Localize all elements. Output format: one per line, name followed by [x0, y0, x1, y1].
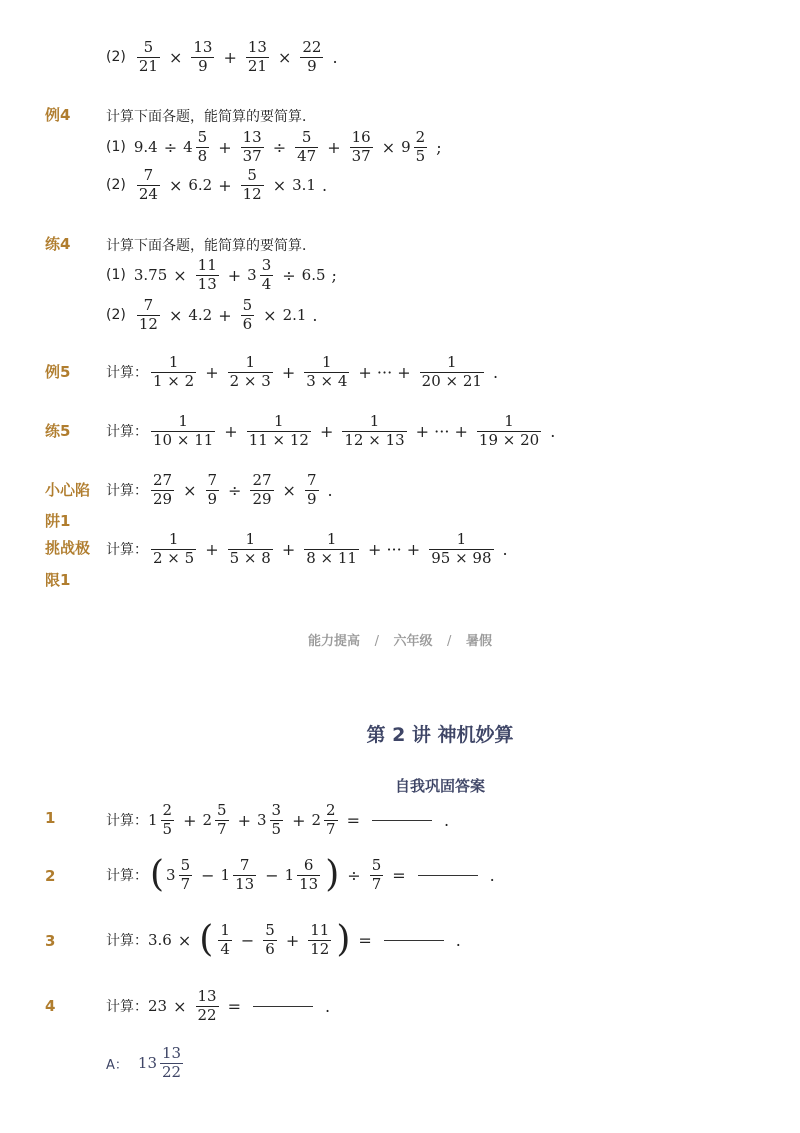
footer-grade: 六年级	[393, 634, 433, 649]
fraction: $\frac{13}{9}$	[193, 38, 213, 75]
challenge-1-label-line1: 挑战极	[45, 539, 91, 557]
practice-4-instruction	[106, 235, 316, 255]
sub-number: (2)	[106, 49, 126, 66]
fraction: $\frac{5}{21}$	[138, 38, 158, 75]
example-4-label: 例4	[45, 106, 71, 124]
calc-prefix: 计算：	[106, 483, 148, 500]
answer-numerator: 13	[162, 1044, 182, 1062]
footer-book: 能力提高	[308, 634, 361, 649]
answer-4	[106, 1046, 186, 1081]
calc-prefix: 计算：	[106, 424, 148, 441]
calc-prefix: 计算：	[106, 542, 148, 559]
footer-separator: /	[447, 634, 452, 649]
trap-1-label-line1: 小心陷	[45, 481, 91, 499]
page-footer	[0, 630, 800, 649]
sub-number: (1)	[106, 267, 126, 284]
calc-prefix: 计算：	[106, 933, 148, 949]
answer-prefix: A：	[106, 1057, 128, 1073]
question-2-line: 计算： ( 3 $\frac{5}{7}$ − 1 $\frac{7}{13}$ − 1 $\frac{6}{13}$ ) ÷ $\frac{5}{7}$ = .	[106, 854, 495, 895]
question-1-number: 1	[45, 809, 56, 827]
practice-4-label: 练4	[45, 235, 71, 253]
calc-prefix: 计算：	[106, 868, 148, 884]
footer-term: 暑假	[465, 634, 492, 649]
sub-number: (2)	[106, 307, 126, 324]
trap-1-line: 计算： $\frac{27}{29}$ × $\frac{7}{9}$ ÷ $\frac{27}{29}$ × $\frac{7}{9}$ .	[106, 471, 333, 508]
sub-number: (2)	[106, 177, 126, 194]
sub-number: (1)	[106, 139, 126, 156]
answer-whole: 13	[137, 1054, 157, 1073]
example-4-sub1: (1) 9.4 ÷ 4 $\frac{5}{8}$ + $\frac{13}{37}$ ÷ $\frac{5}{47}$ + $\frac{16}{37}$ × 9 $\frac{2}{5}$ ;	[106, 128, 442, 165]
answer-blank	[253, 1005, 313, 1007]
trap-1-label-line2: 阱1	[45, 512, 71, 530]
calc-prefix: 计算：	[106, 813, 148, 830]
footer-separator: /	[374, 634, 379, 649]
example-5-label: 例5	[45, 363, 71, 381]
calc-prefix: 计算：	[106, 999, 148, 1016]
fraction: $\frac{22}{9}$	[302, 38, 322, 75]
answer-blank	[384, 939, 444, 941]
answers-heading: 自我巩固答案	[394, 777, 485, 795]
prev-sub2-line: (2) $\frac{5}{21}$ × $\frac{13}{9}$ + $\frac{13}{21}$ × $\frac{22}{9}$ .	[106, 38, 338, 75]
answer-denominator: 22	[162, 1062, 182, 1081]
question-3-number: 3	[45, 932, 56, 950]
calc-prefix: 计算：	[106, 365, 148, 382]
example-4-sub2: (2) $\frac{7}{24}$ × 6.2 + $\frac{5}{12}$ × 3.1 .	[106, 166, 328, 203]
practice-4-sub2: (2) $\frac{7}{12}$ × 4.2 + $\frac{5}{6}$ × 2.1 .	[106, 296, 318, 333]
question-1-line: 计算： 1 $\frac{2}{5}$ + 2 $\frac{5}{7}$ + 3 $\frac{3}{5}$ + 2 $\frac{2}{7}$ = .	[106, 801, 450, 838]
answer-blank	[418, 874, 478, 876]
fraction: $\frac{13}{21}$	[247, 38, 267, 75]
example-4-instruction	[106, 106, 316, 126]
practice-4-sub1: (1) 3.75 × $\frac{11}{13}$ + 3 $\frac{3}{4}$ ÷ 6.5 ;	[106, 256, 337, 293]
example-5-line: 计算： $\frac{1}{1 \times 2}$ + $\frac{1}{2 \times 3}$ + $\frac{1}{3 \times 4}$ + ··· + $\frac{1}{20 \times 21}$ .	[106, 353, 499, 390]
challenge-1-label-line2: 限1	[45, 571, 71, 589]
question-3-line: 计算： 3.6 × ( $\frac{1}{4}$ − $\frac{5}{6}$ + $\frac{11}{12}$ ) = .	[106, 919, 461, 960]
lecture-title: 第 2 讲 神机妙算	[366, 724, 514, 746]
question-4-line: 计算： 23 × $\frac{13}{22}$ = .	[106, 987, 331, 1024]
instruction-text: 计算下面各题，能简算的要简算．	[106, 109, 316, 125]
question-2-number: 2	[45, 867, 56, 885]
answer-fraction	[160, 1046, 183, 1081]
instruction-text: 计算下面各题，能简算的要简算．	[106, 238, 316, 254]
answer-blank	[372, 819, 432, 821]
challenge-1-line: 计算： $\frac{1}{2 \times 5}$ + $\frac{1}{5 \times 8}$ + $\frac{1}{8 \times 11}$ + ··· + $\frac{1}{95 \times 98}$ .	[106, 530, 508, 567]
practice-5-line: 计算： $\frac{1}{10 \times 11}$ + $\frac{1}{11 \times 12}$ + $\frac{1}{12 \times 13}$ + ··· + $\frac{1}{19 \times 20}$ .	[106, 412, 556, 449]
practice-5-label: 练5	[45, 422, 71, 440]
question-4-number: 4	[45, 997, 56, 1015]
